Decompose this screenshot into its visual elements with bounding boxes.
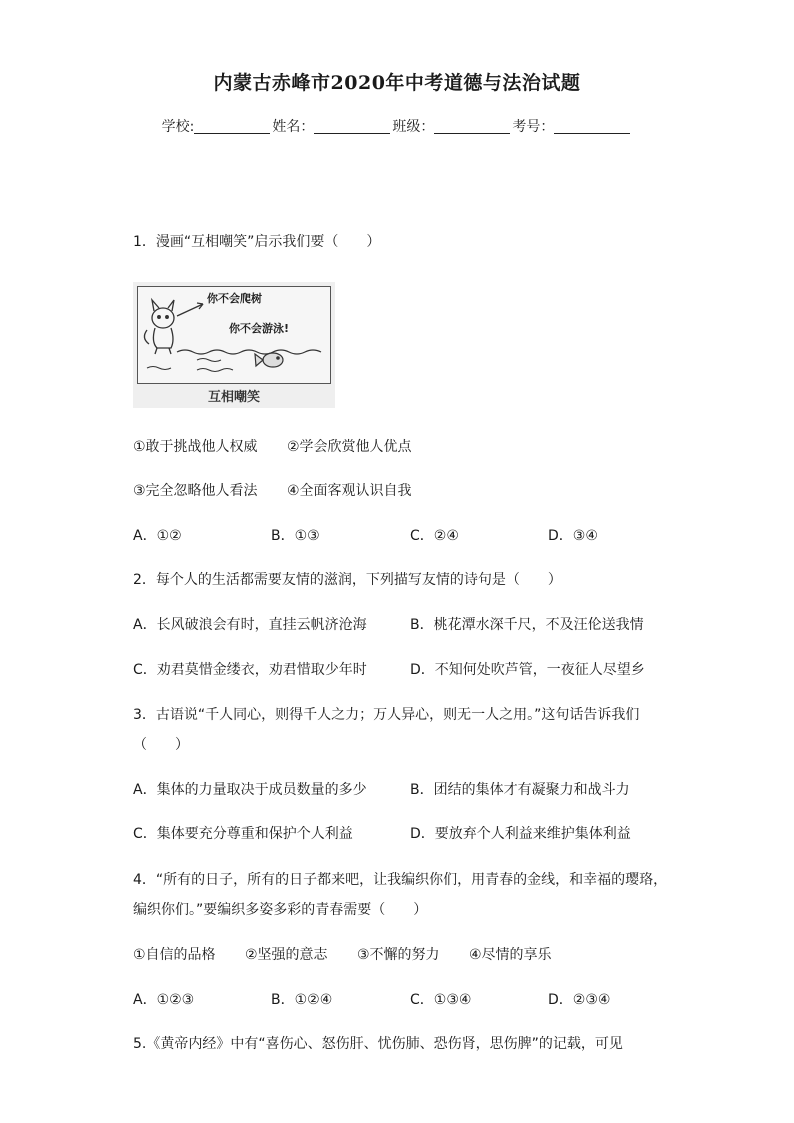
class-blank[interactable] — [434, 119, 510, 134]
class-label: 班级： — [392, 119, 435, 135]
q2-option-c[interactable]: C．劝君莫惜金缕衣，劝君惜取少年时 — [133, 662, 367, 678]
q1-option-c[interactable]: C．②④ — [410, 528, 459, 544]
cartoon-speech-fish: 你不会游泳! — [229, 322, 290, 335]
q4-statement-3: ③不懈的努力 — [357, 947, 440, 963]
q2-option-a[interactable]: A．长风破浪会有时，直挂云帆济沧海 — [133, 617, 367, 633]
q3-stem-cont: （ ） — [133, 737, 189, 753]
q5-stem: 5.《黄帝内经》中有“喜伤心、怒伤肝、忧伤肺、恐伤肾，思伤脾”的记载，可见 — [133, 1036, 623, 1052]
number-blank[interactable] — [554, 119, 630, 134]
q3-option-d[interactable]: D．要放弃个人利益来维护集体利益 — [410, 826, 631, 842]
school-label: 学校: — [161, 119, 195, 135]
q3-option-c[interactable]: C．集体要充分尊重和保护个人利益 — [133, 826, 353, 842]
q1-cartoon — [133, 282, 335, 408]
cartoon-speech-cat: 你不会爬树 — [207, 292, 262, 305]
number-label: 考号： — [512, 119, 555, 135]
q3-option-b[interactable]: B．团结的集体才有凝聚力和战斗力 — [410, 782, 630, 798]
q2-stem: 2．每个人的生活都需要友情的滋润，下列描写友情的诗句是（ ） — [133, 572, 562, 588]
q1-option-b[interactable]: B．①③ — [271, 528, 320, 544]
q1-option-a[interactable]: A．①② — [133, 528, 182, 544]
q1-statement-1: ①敢于挑战他人权威 — [133, 439, 258, 455]
cat-icon — [144, 300, 174, 354]
q1-statement-2: ②学会欣赏他人优点 — [287, 439, 412, 455]
q1-stem: 1．漫画“互相嘲笑”启示我们要（ ） — [133, 234, 381, 250]
student-info-row — [0, 116, 794, 138]
q4-statement-2: ②坚强的意志 — [245, 947, 328, 963]
name-blank[interactable] — [314, 119, 390, 134]
exam-title: 内蒙古赤峰市2020年中考道德与法治试题 — [213, 72, 581, 94]
q3-stem: 3．古语说“千人同心，则得千人之力；万人异心，则无一人之用。”这句话告诉我们 — [133, 707, 640, 723]
q3-option-a[interactable]: A．集体的力量取决于成员数量的多少 — [133, 782, 367, 798]
q4-stem: 4．“所有的日子，所有的日子都来吧，让我编织你们，用青春的金线，和幸福的璎珞， — [133, 872, 668, 888]
q2-option-b[interactable]: B．桃花潭水深千尺，不及汪伦送我情 — [410, 617, 644, 633]
q4-option-d[interactable]: D．②③④ — [548, 992, 611, 1008]
q1-option-d[interactable]: D．③④ — [548, 528, 598, 544]
q4-option-c[interactable]: C．①③④ — [410, 992, 472, 1008]
q4-statement-4: ④尽情的享乐 — [469, 947, 552, 963]
q4-stem-cont: 编织你们。”要编织多姿多彩的青春需要（ ） — [133, 902, 428, 918]
q1-statement-4: ④全面客观认识自我 — [287, 483, 412, 499]
q4-statement-1: ①自信的品格 — [133, 947, 216, 963]
q4-option-a[interactable]: A．①②③ — [133, 992, 195, 1008]
q4-option-b[interactable]: B．①②④ — [271, 992, 333, 1008]
q1-statement-3: ③完全忽略他人看法 — [133, 483, 258, 499]
school-blank[interactable] — [194, 119, 270, 134]
name-label: 姓名： — [272, 119, 315, 135]
fish-icon — [255, 353, 283, 367]
q2-option-d[interactable]: D．不知何处吹芦管，一夜征人尽望乡 — [410, 662, 645, 678]
cartoon-caption: 互相嘲笑 — [207, 390, 260, 405]
